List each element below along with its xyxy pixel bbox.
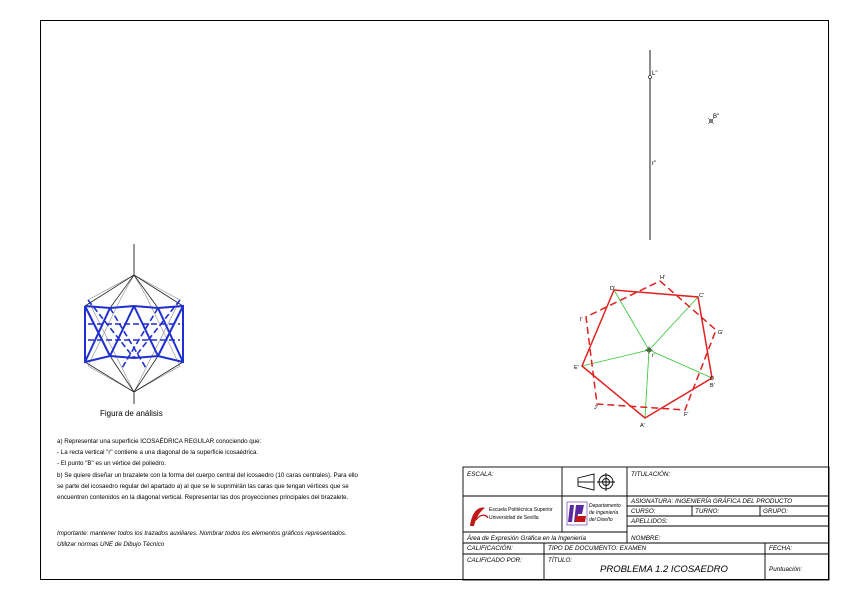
label-L-elevation: L" [652,71,658,77]
label-r-plan: r' [652,353,655,359]
figure-caption: Figura de análisis [100,409,163,418]
label-H-plan: H' [660,275,666,281]
label-B-elevation: B" [713,114,720,120]
plan-dashed-pentagon [586,281,716,410]
area-label: Área de Expresión Gráfica en la Ingeniería [467,535,587,542]
note-line-2: Utilizar normas UNE de Dibujo Técnico [57,541,165,548]
label-C-plan: C' [699,293,705,299]
icosahedron-analysis-figure [85,244,183,404]
note-line-1: Importante: mantener todos los trazados auxiliares. Nombrar todos los elementos gráficos representados. [57,530,347,537]
dept-line-1: Departamento [589,503,621,509]
label-J-plan: J' [594,405,598,411]
titulacion-label: TITULACIÓN: [631,471,671,478]
escala-label: ESCALA: [467,471,494,478]
elevation-view [649,50,720,240]
label-G-plan: G' [718,330,724,336]
label-A-plan: A' [640,423,645,429]
label-E-plan: E' [574,365,579,371]
asignatura-label: ASIGNATURA: INGENIERÍA GRÁFICA DEL PRODUCTO [631,498,793,505]
plan-view [574,275,723,429]
departamento-ingenieria-diseno-logo [567,502,587,525]
school-line-2: Universidad de Sevilla [489,515,539,521]
statement-line-2: - La recta vertical "r" contiene a una diagonal de la superficie icosaédrica. [57,449,259,457]
statement-line-6: encuentren contenidos en la diagonal vertical. Representar las dos proyecciones principales del brazalete. [57,494,349,502]
school-line-1: Escuela Politécnica Superior [489,507,553,513]
escuela-politecnica-logo [470,508,488,526]
calificado-por-label: CALIFICADO POR: [467,557,522,564]
nombre-label: NOMBRE: [631,535,661,542]
label-B-plan: B' [710,383,715,389]
titulo-label: TÍTULO: [548,557,573,564]
label-r-elevation: r" [652,161,657,167]
important-note [57,528,457,550]
dept-line-3: del Diseño [589,517,613,523]
problem-statement [57,436,457,503]
grupo-label: GRUPO: [763,508,788,515]
apellidos-label: APELLIDOS: [631,518,668,525]
label-D-plan: D' [610,286,616,292]
label-F-plan: F' [684,412,689,418]
tipo-documento-label: TIPO DE DOCUMENTO: EXAMEN [548,545,647,552]
drawing-title: PROBLEMA 1.2 ICOSAEDRO [600,564,728,575]
statement-line-3: - El punto "B" es un vértice del poliedro. [57,460,166,468]
icosahedron-back-edges [88,275,180,392]
curso-label: CURSO: [631,508,656,515]
puntuacion-label: Puntuación: [769,566,803,573]
calificacion-label: CALIFICACIÓN: [467,545,513,552]
dept-line-2: de Ingeniería [589,510,619,516]
statement-line-4: b) Se quiere diseñar un brazalete con la forma del cuerpo central del icosaedro (10 caras centrales). Para ello [57,471,358,479]
turno-label: TURNO: [695,508,720,515]
first-angle-projection-icon [578,473,615,491]
statement-line-1: a) Representar una superficie ICOSAÉDRICA REGULAR conociendo que: [57,438,262,445]
fecha-label: FECHA: [769,545,793,552]
statement-line-5: se parte del icosaedro regular del apartado a) al que se le suprimirán las caras que tengan vértices que se [57,482,349,490]
label-I-plan: I' [580,317,583,323]
